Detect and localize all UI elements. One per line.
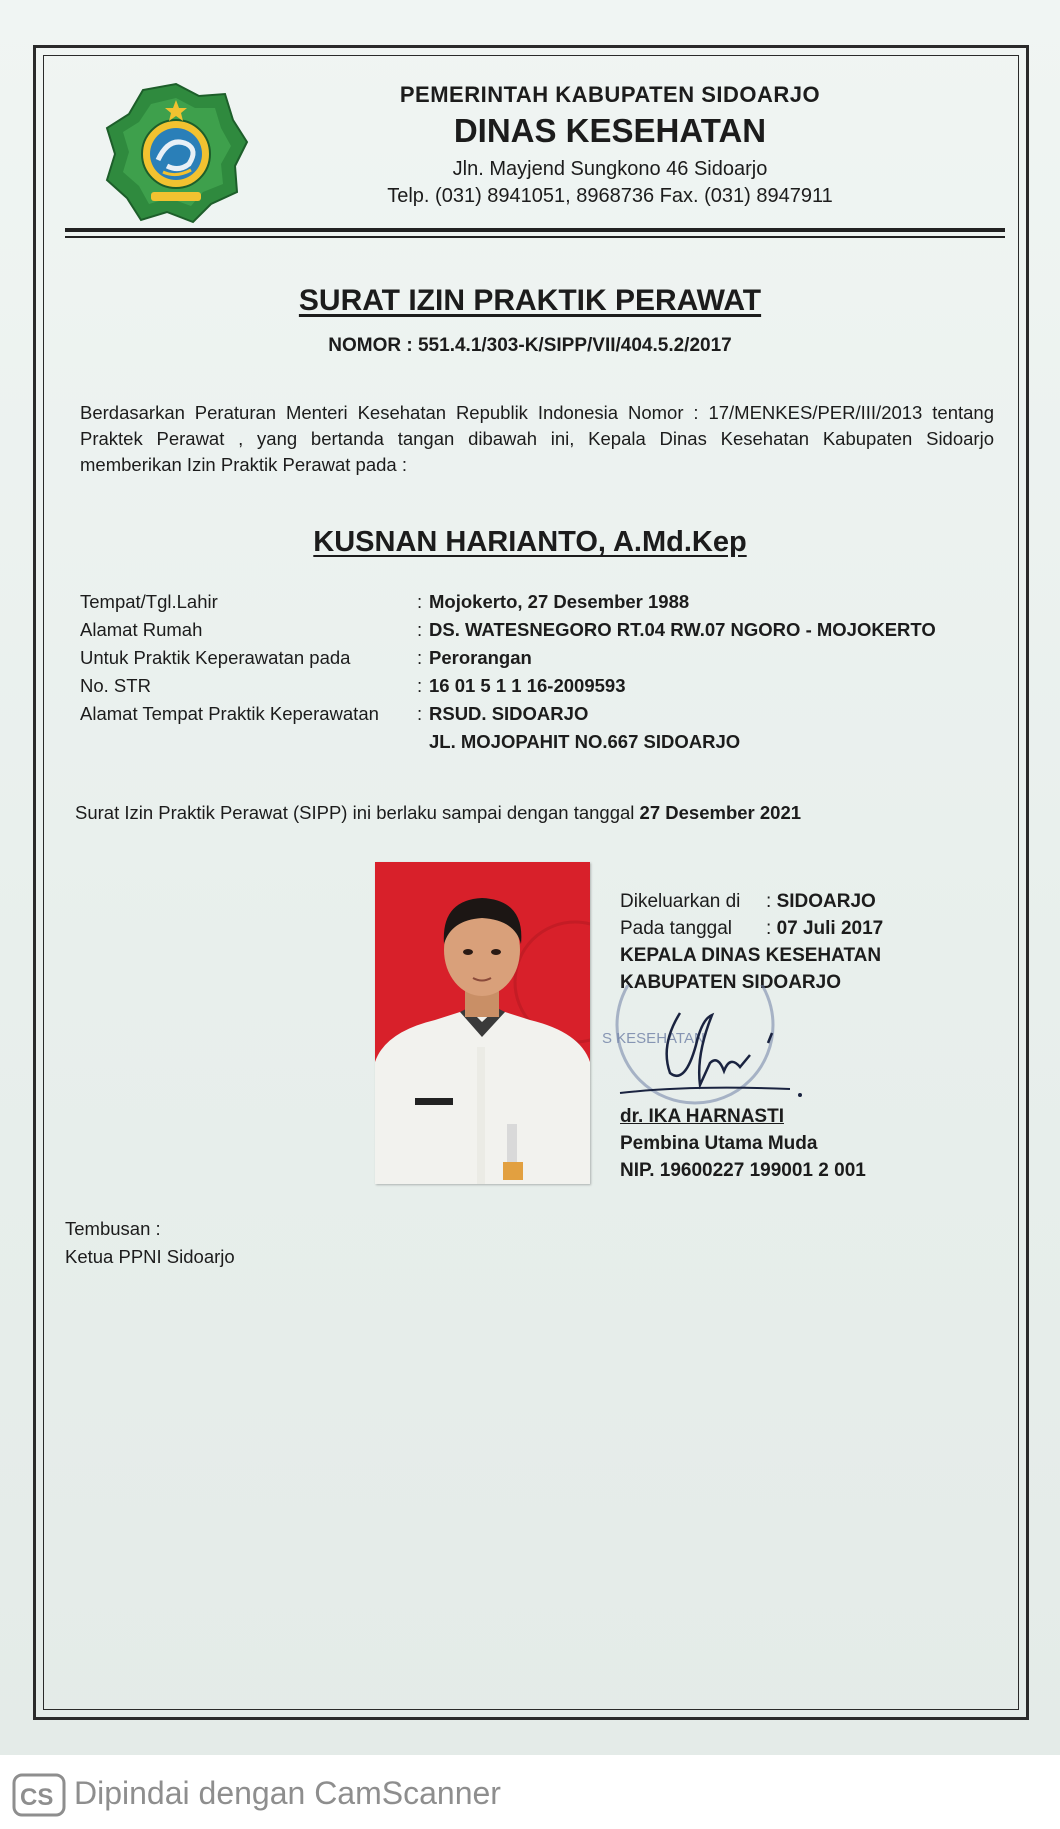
letterhead xyxy=(290,82,930,208)
document-number: NOMOR : 551.4.1/303-K/SIPP/VII/404.5.2/2017 xyxy=(328,335,732,356)
issue-place-value: SIDOARJO xyxy=(776,890,876,912)
carbon-copy-recipient: Ketua PPNI Sidoarjo xyxy=(65,1246,235,1267)
holder-name: KUSNAN HARIANTO, A.Md.Kep xyxy=(313,526,747,558)
detail-row xyxy=(80,616,936,644)
scanner-footer xyxy=(0,1755,1060,1829)
detail-row xyxy=(80,588,936,616)
detail-colon: : xyxy=(417,703,423,724)
camscanner-logo-icon xyxy=(12,1773,66,1817)
validity-date: 27 Desember 2021 xyxy=(639,802,802,823)
detail-label: No. STR xyxy=(80,675,151,696)
scanner-caption: Dipindai dengan CamScanner xyxy=(74,1775,501,1811)
validity-statement xyxy=(75,802,801,824)
detail-row xyxy=(80,644,936,672)
carbon-copy-heading: Tembusan : xyxy=(65,1218,161,1239)
detail-label: Alamat Rumah xyxy=(80,619,203,640)
agency-contact: Telp. (031) 8941051, 8968736 Fax. (031) 8947911 xyxy=(387,185,833,207)
detail-value: JL. MOJOPAHIT NO.667 SIDOARJO xyxy=(429,731,741,752)
detail-row xyxy=(80,700,936,728)
letterhead-divider xyxy=(65,228,1005,232)
detail-colon: : xyxy=(417,619,423,640)
issue-place-row xyxy=(620,888,883,915)
letterhead-divider-thin xyxy=(65,236,1005,238)
official-stamp-and-signature xyxy=(600,985,830,1110)
detail-label: Untuk Praktik Keperawatan pada xyxy=(80,647,351,668)
detail-colon: : xyxy=(417,591,423,612)
issue-place-label: Dikeluarkan di xyxy=(620,890,741,912)
issue-date-value: 07 Juli 2017 xyxy=(776,917,884,939)
camscanner-logo-text: CS xyxy=(20,1784,54,1811)
agency-address: Jln. Mayjend Sungkono 46 Sidoarjo xyxy=(452,158,768,180)
stamp-fragment-text: S KESEHATAN xyxy=(602,1030,705,1047)
detail-value: 16 01 5 1 1 16-2009593 xyxy=(429,675,626,696)
detail-value: Mojokerto, 27 Desember 1988 xyxy=(429,591,690,612)
detail-label: Tempat/Tgl.Lahir xyxy=(80,591,218,612)
document-title: SURAT IZIN PRAKTIK PERAWAT xyxy=(298,284,762,317)
issue-date-label: Pada tanggal xyxy=(620,917,732,939)
official-nip: NIP. 19600227 199001 2 001 xyxy=(620,1160,866,1181)
carbon-copy xyxy=(65,1215,235,1271)
detail-colon: : xyxy=(417,675,423,696)
sidoarjo-regency-emblem-icon xyxy=(103,80,249,226)
official-position-line2: KABUPATEN SIDOARJO xyxy=(620,971,841,993)
issue-date-colon: : xyxy=(766,917,772,939)
detail-value: DS. WATESNEGORO RT.04 RW.07 NGORO - MOJOKERTO xyxy=(429,619,936,640)
validity-text: Surat Izin Praktik Perawat (SIPP) ini berlaku sampai dengan tanggal xyxy=(75,802,635,823)
signature xyxy=(667,1013,750,1085)
agency-name: DINAS KESEHATAN xyxy=(453,112,767,149)
signature-stroke xyxy=(620,1088,790,1093)
detail-value: RSUD. SIDOARJO xyxy=(429,703,589,724)
detail-value: Perorangan xyxy=(429,647,532,668)
detail-row xyxy=(80,672,936,700)
official-rank: Pembina Utama Muda xyxy=(620,1133,818,1154)
detail-colon: : xyxy=(417,647,423,668)
detail-label: Alamat Tempat Praktik Keperawatan xyxy=(80,703,379,724)
holder-details xyxy=(80,588,936,756)
issue-place-colon: : xyxy=(766,890,772,912)
holder-photo xyxy=(375,862,590,1184)
intro-paragraph: Berdasarkan Peraturan Menteri Kesehatan Republik Indonesia Nomor : 17/MENKES/PER/III/2013 tentang Praktek Perawat , yang bertanda tangan dibawah ini, Kepala Dinas Kesehatan Kabupaten Sidoarjo memberikan Izin Praktik Perawat pada : xyxy=(80,402,994,475)
issuance-block xyxy=(620,888,883,996)
detail-row xyxy=(80,728,936,756)
signing-official xyxy=(620,1103,866,1184)
official-name: dr. IKA HARNASTI xyxy=(620,1106,784,1127)
official-position-line1: KEPALA DINAS KESEHATAN xyxy=(620,944,882,966)
government-name: PEMERINTAH KABUPATEN SIDOARJO xyxy=(399,82,821,107)
issue-date-row xyxy=(620,915,883,942)
signature-dot xyxy=(798,1093,802,1097)
